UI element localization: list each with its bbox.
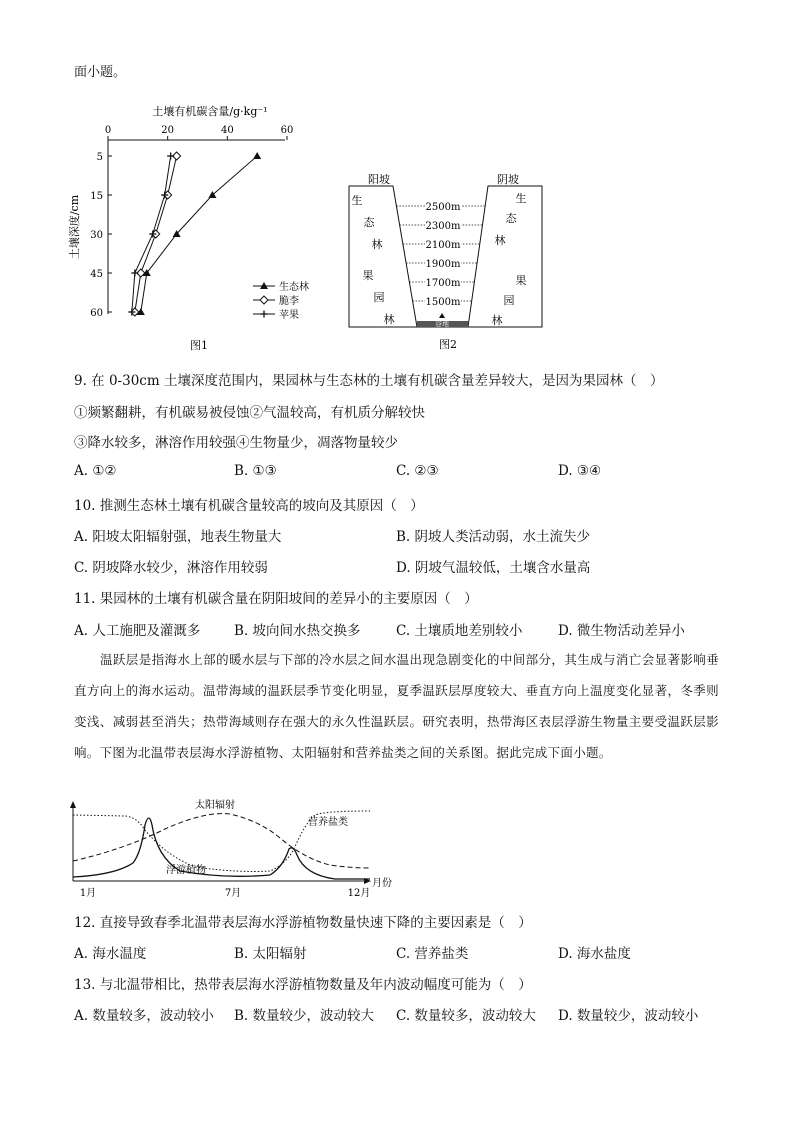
x-axis-label: 土壤有机碳含量/g·kg⁻¹ bbox=[152, 105, 268, 118]
q13-option-b[interactable]: B. 数量较少，波动较大 bbox=[234, 1008, 375, 1024]
elevation-label: 1500m bbox=[425, 297, 461, 308]
q9-option-b[interactable]: B. ①③ bbox=[234, 463, 277, 479]
y-tick-label: 60 bbox=[90, 308, 103, 319]
figure-2-caption: 图2 bbox=[439, 338, 457, 351]
valley-label: 谷地 bbox=[435, 320, 449, 328]
left-slope-vegetation-label: 生 bbox=[351, 194, 363, 207]
left-slope-vegetation-label: 园 bbox=[373, 291, 385, 304]
left-slope-vegetation-label: 林 bbox=[383, 313, 395, 326]
q12-option-d[interactable]: D. 海水盐度 bbox=[558, 946, 631, 962]
right-slope-vegetation-label: 生 bbox=[515, 192, 527, 205]
y-tick-label: 30 bbox=[90, 230, 103, 241]
y-tick-label: 45 bbox=[90, 269, 103, 280]
q12-stem: 12. 直接导致春季北温带表层海水浮游植物数量快速下降的主要因素是（ ） bbox=[74, 915, 532, 931]
q12-option-b[interactable]: B. 太阳辐射 bbox=[234, 946, 307, 962]
x-tick-label: 1月 bbox=[79, 888, 97, 899]
right-slope-vegetation-label: 林 bbox=[491, 314, 503, 327]
nutrients-label: 营养盐类 bbox=[308, 817, 348, 828]
legend-marker bbox=[261, 311, 268, 318]
ecological-forest-point bbox=[253, 152, 261, 159]
y-tick-label: 15 bbox=[90, 191, 103, 202]
q11-option-b[interactable]: B. 坡向间水热交换多 bbox=[234, 623, 361, 639]
q9-option-c[interactable]: C. ②③ bbox=[396, 463, 439, 479]
elevation-label: 1900m bbox=[425, 259, 461, 270]
q13-option-d[interactable]: D. 数量较少，波动较小 bbox=[558, 1008, 699, 1024]
q11-stem: 11. 果园林的土壤有机碳含量在阴阳坡间的差异小的主要原因（ ） bbox=[74, 591, 478, 607]
right-slope-vegetation-label: 果 bbox=[515, 274, 527, 287]
legend-label: 生态林 bbox=[279, 282, 309, 293]
q11-option-c[interactable]: C. 土壤质地差别较小 bbox=[396, 623, 523, 639]
q13-option-c[interactable]: C. 数量较多，波动较大 bbox=[396, 1008, 536, 1024]
left-slope-label: 阳坡 bbox=[368, 173, 390, 186]
x-tick-label: 7月 bbox=[224, 888, 242, 899]
figure-2-diagram bbox=[345, 172, 545, 355]
apple-point bbox=[131, 270, 138, 277]
solar-radiation-label: 太阳辐射 bbox=[195, 800, 235, 811]
q10-option-b[interactable]: B. 阴坡人类活动弱，水土流失少 bbox=[396, 529, 591, 545]
q10-option-a[interactable]: A. 阳坡太阳辐射强，地表生物量大 bbox=[74, 529, 282, 545]
q12-option-a[interactable]: A. 海水温度 bbox=[74, 946, 147, 962]
figure-1-chart bbox=[65, 100, 325, 355]
y-tick-label: 5 bbox=[96, 152, 103, 163]
intro-text: 面小题。 bbox=[74, 65, 127, 80]
valley-marker bbox=[439, 313, 445, 318]
x-tick-label: 0 bbox=[104, 125, 112, 136]
right-slope-label: 阴坡 bbox=[497, 173, 519, 186]
q9-statement-line-1: ①频繁翻耕，有机碳易被侵蚀②气温较高，有机质分解较快 bbox=[74, 405, 425, 421]
q9-option-a[interactable]: A. ①② bbox=[74, 463, 117, 479]
x-tick-label: 12月 bbox=[347, 888, 371, 899]
elevation-label: 2100m bbox=[425, 240, 461, 251]
plankton-label: 浮游植物 bbox=[166, 865, 206, 876]
x-unit-label: 月份 bbox=[372, 878, 392, 889]
left-slope-vegetation-label: 林 bbox=[371, 238, 383, 251]
q10-option-c[interactable]: C. 阴坡降水较少，淋溶作用较弱 bbox=[74, 560, 268, 576]
x-tick-label: 60 bbox=[280, 125, 294, 136]
left-slope-vegetation-label: 果 bbox=[362, 269, 374, 282]
elevation-label: 2300m bbox=[425, 221, 461, 232]
q12-option-c[interactable]: C. 营养盐类 bbox=[396, 946, 469, 962]
right-slope-vegetation-label: 态 bbox=[505, 212, 517, 225]
right-slope-vegetation-label: 林 bbox=[494, 234, 506, 247]
figure-3-chart bbox=[65, 795, 405, 905]
apple-point bbox=[167, 153, 174, 160]
q13-stem: 13. 与北温带相比，热带表层海水浮游植物数量及年内波动幅度可能为（ ） bbox=[74, 977, 532, 993]
q10-stem: 10. 推测生态林土壤有机碳含量较高的坡向及其原因（ ） bbox=[74, 498, 424, 514]
y-axis-label: 土壤深度/cm bbox=[68, 194, 81, 260]
elevation-label: 2500m bbox=[425, 202, 461, 213]
legend-label: 苹果 bbox=[279, 310, 299, 321]
q9-statement-line-2: ③降水较多，淋溶作用较强④生物量少，凋落物量较少 bbox=[74, 435, 398, 451]
right-slope-vegetation-label: 园 bbox=[503, 294, 515, 307]
x-tick-label: 40 bbox=[220, 125, 234, 136]
q11-option-a[interactable]: A. 人工施肥及灌溉多 bbox=[74, 623, 201, 639]
legend-marker bbox=[260, 296, 268, 304]
figure-1-caption: 图1 bbox=[190, 339, 208, 352]
elevation-label: 1700m bbox=[425, 278, 461, 289]
q9-stem: 9. 在 0-30cm 土壤深度范围内，果园林与生态林的土壤有机碳含量差异较大，是因为果园林（ ） bbox=[74, 373, 664, 389]
x-tick-label: 20 bbox=[161, 125, 175, 136]
y-axis-arrow bbox=[70, 801, 76, 808]
q9-option-d[interactable]: D. ③④ bbox=[558, 463, 602, 479]
reading-passage: 温跃层是指海水上部的暖水层与下部的冷水层之间水温出现急剧变化的中间部分，其生成与消亡会显著影响垂直方向上的海水运动。温带海域的温跃层季节变化明显，夏季温跃层厚度较大、垂直方向上温度变化显著，冬季则变浅、减弱甚至消失；热带海域则存在强大的永久性温跃层。研究表明，热带海区表层浮游生物量主要受温跃层影响。下图为北温带表层海水浮游植物、太阳辐射和营养盐类之间的关系图。据此完成下面小题。 bbox=[74, 652, 719, 760]
legend-label: 脆李 bbox=[279, 296, 299, 307]
left-slope-vegetation-label: 态 bbox=[363, 216, 375, 229]
q10-option-d[interactable]: D. 阴坡气温较低，土壤含水量高 bbox=[396, 560, 591, 576]
q11-option-d[interactable]: D. 微生物活动差异小 bbox=[558, 623, 685, 639]
q13-option-a[interactable]: A. 数量较多，波动较小 bbox=[74, 1008, 214, 1024]
